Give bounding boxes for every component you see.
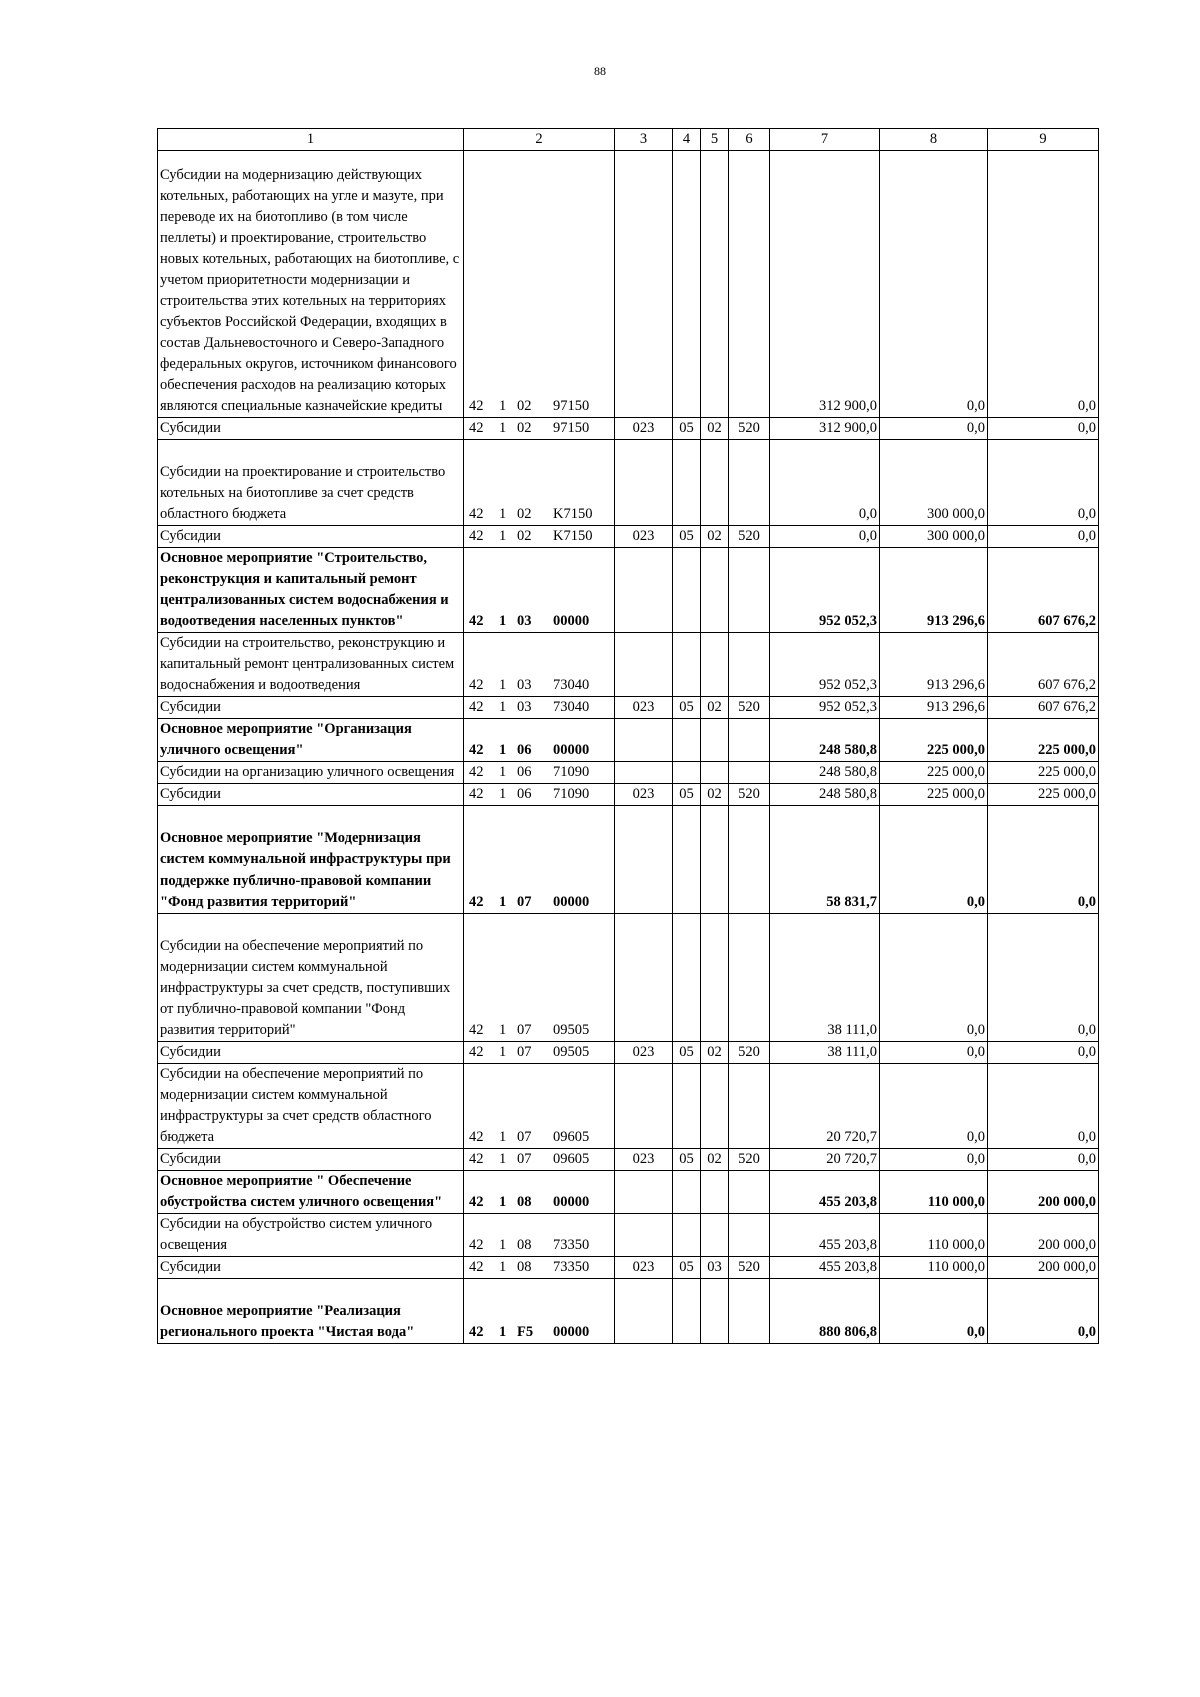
- column-header: 9: [988, 129, 1099, 151]
- amount-col9: 0,0: [988, 1063, 1099, 1148]
- amount-col9: 225 000,0: [988, 719, 1099, 762]
- code-part: 42: [469, 1193, 484, 1210]
- column-header: 6: [729, 129, 770, 151]
- department-code: [615, 151, 673, 418]
- classification-code: [464, 526, 615, 548]
- subsection-code: [701, 1278, 729, 1343]
- code-part: 42: [469, 1043, 484, 1060]
- department-code: 023: [615, 1041, 673, 1063]
- subsection-code: 02: [701, 697, 729, 719]
- code-part: 00000: [553, 1323, 590, 1340]
- classification-code: [464, 1148, 615, 1170]
- expense-type-code: [729, 806, 770, 913]
- amount-col9: 607 676,2: [988, 697, 1099, 719]
- amount-col8: 110 000,0: [880, 1256, 988, 1278]
- code-part: 73350: [553, 1236, 590, 1253]
- code-part: 73040: [553, 699, 590, 716]
- department-code: [615, 1213, 673, 1256]
- amount-col9: 0,0: [988, 526, 1099, 548]
- expense-type-code: [729, 440, 770, 526]
- column-header: 8: [880, 129, 988, 151]
- amount-col7: 0,0: [770, 440, 880, 526]
- classification-code: [464, 784, 615, 806]
- code-part: 1: [499, 420, 507, 437]
- code-part: 1: [499, 1150, 507, 1167]
- expense-type-code: 520: [729, 418, 770, 440]
- amount-col8: 300 000,0: [880, 526, 988, 548]
- amount-col9: 0,0: [988, 440, 1099, 526]
- table-row: [158, 633, 1099, 697]
- expense-type-code: 520: [729, 784, 770, 806]
- classification-code: [464, 1278, 615, 1343]
- code-part: 1: [499, 699, 507, 716]
- section-code: 05: [673, 526, 701, 548]
- code-part: 08: [517, 1236, 532, 1253]
- table-row: [158, 151, 1099, 418]
- department-code: [615, 719, 673, 762]
- classification-code: [464, 719, 615, 762]
- amount-col7: 248 580,8: [770, 784, 880, 806]
- code-part: 03: [517, 613, 532, 630]
- table-row: [158, 1170, 1099, 1213]
- department-code: [615, 633, 673, 697]
- amount-col8: 0,0: [880, 1148, 988, 1170]
- code-part: 07: [517, 1150, 532, 1167]
- amount-col8: 913 296,6: [880, 697, 988, 719]
- activity-name: Основное мероприятие "Организация уличного освещения": [158, 719, 464, 762]
- code-part: 02: [517, 528, 532, 545]
- table-row: [158, 719, 1099, 762]
- table-row: [158, 548, 1099, 633]
- code-part: 09505: [553, 1043, 590, 1060]
- activity-name: Основное мероприятие " Обеспечение обустройства систем уличного освещения": [158, 1170, 464, 1213]
- classification-code: [464, 762, 615, 784]
- amount-col8: 0,0: [880, 806, 988, 913]
- classification-code: [464, 633, 615, 697]
- classification-code: [464, 548, 615, 633]
- department-code: [615, 440, 673, 526]
- expense-type-code: [729, 633, 770, 697]
- amount-col8: 913 296,6: [880, 633, 988, 697]
- code-part: 42: [469, 506, 484, 523]
- code-part: 1: [499, 1128, 507, 1145]
- item-name: Субсидии на обеспечение мероприятий по модернизации систем коммунальной инфраструктуры за счет средств, поступивших от публично-правовой компании "Фонд развития территорий": [158, 913, 464, 1041]
- amount-col8: 0,0: [880, 418, 988, 440]
- section-code: 05: [673, 1041, 701, 1063]
- amount-col9: 225 000,0: [988, 762, 1099, 784]
- amount-col7: 312 900,0: [770, 151, 880, 418]
- table-row: [158, 1041, 1099, 1063]
- column-header: 4: [673, 129, 701, 151]
- amount-col9: 200 000,0: [988, 1256, 1099, 1278]
- expense-type-code: 520: [729, 697, 770, 719]
- activity-name: Основное мероприятие "Реализация регионального проекта "Чистая вода": [158, 1278, 464, 1343]
- table-row: [158, 1278, 1099, 1343]
- item-name: Субсидии: [158, 526, 464, 548]
- subsection-code: 02: [701, 1148, 729, 1170]
- table-row: [158, 1256, 1099, 1278]
- amount-col7: 38 111,0: [770, 913, 880, 1041]
- amount-col7: 455 203,8: [770, 1256, 880, 1278]
- item-name: Субсидии: [158, 1148, 464, 1170]
- item-name: Субсидии: [158, 697, 464, 719]
- amount-col8: 0,0: [880, 913, 988, 1041]
- amount-col7: 880 806,8: [770, 1278, 880, 1343]
- item-name: Субсидии: [158, 1041, 464, 1063]
- amount-col7: 20 720,7: [770, 1063, 880, 1148]
- section-code: [673, 719, 701, 762]
- code-part: 09605: [553, 1128, 590, 1145]
- section-code: [673, 151, 701, 418]
- amount-col8: 225 000,0: [880, 719, 988, 762]
- amount-col7: 312 900,0: [770, 418, 880, 440]
- amount-col8: 0,0: [880, 151, 988, 418]
- code-part: 09605: [553, 1150, 590, 1167]
- code-part: 02: [517, 420, 532, 437]
- item-name: Субсидии на строительство, реконструкцию и капитальный ремонт централизованных систем водоснабжения и водоотведения: [158, 633, 464, 697]
- classification-code: [464, 440, 615, 526]
- amount-col7: 248 580,8: [770, 719, 880, 762]
- amount-col8: 0,0: [880, 1063, 988, 1148]
- amount-col9: 0,0: [988, 1041, 1099, 1063]
- item-name: Субсидии: [158, 1256, 464, 1278]
- code-part: 1: [499, 893, 507, 910]
- expense-type-code: 520: [729, 1256, 770, 1278]
- subsection-code: 02: [701, 418, 729, 440]
- expense-type-code: 520: [729, 1041, 770, 1063]
- code-part: 02: [517, 398, 532, 415]
- section-code: [673, 1278, 701, 1343]
- column-header-row: [158, 129, 1099, 151]
- code-part: 42: [469, 677, 484, 694]
- table-row: [158, 697, 1099, 719]
- table-row: [158, 418, 1099, 440]
- section-code: 05: [673, 1148, 701, 1170]
- section-code: [673, 806, 701, 913]
- amount-col7: 20 720,7: [770, 1148, 880, 1170]
- code-part: 1: [499, 1236, 507, 1253]
- amount-col9: 0,0: [988, 1278, 1099, 1343]
- expense-type-code: [729, 151, 770, 418]
- classification-code: [464, 1041, 615, 1063]
- code-part: 06: [517, 786, 532, 803]
- code-part: 42: [469, 1021, 484, 1038]
- code-part: 42: [469, 398, 484, 415]
- expense-type-code: 520: [729, 526, 770, 548]
- subsection-code: [701, 151, 729, 418]
- classification-code: [464, 151, 615, 418]
- table-row: [158, 913, 1099, 1041]
- code-part: 42: [469, 893, 484, 910]
- code-part: 07: [517, 1021, 532, 1038]
- code-part: 42: [469, 1236, 484, 1253]
- expense-type-code: [729, 1063, 770, 1148]
- code-part: 08: [517, 1258, 532, 1275]
- code-part: 1: [499, 786, 507, 803]
- subsection-code: [701, 913, 729, 1041]
- amount-col9: 200 000,0: [988, 1213, 1099, 1256]
- page-number: 88: [594, 64, 606, 78]
- code-part: 1: [499, 677, 507, 694]
- code-part: 06: [517, 764, 532, 781]
- code-part: 00000: [553, 742, 590, 759]
- subsection-code: 02: [701, 1041, 729, 1063]
- amount-col8: 110 000,0: [880, 1170, 988, 1213]
- subsection-code: [701, 440, 729, 526]
- item-name: Субсидии на модернизацию действующих котельных, работающих на угле и мазуте, при переводе их на биотопливо (в том числе пеллеты) и проектирование, строительство новых котельных, работающих на биотопливе, с учетом приоритетности модернизации и строительства этих котельных на территориях субъектов Российской Федерации, входящих в состав Дальневосточного и Северо-Западного федеральных округов, источником финансового обеспечения расходов на реализацию которых являются специальные казначейские кредиты: [158, 151, 464, 418]
- section-code: [673, 440, 701, 526]
- code-part: F5: [517, 1323, 534, 1340]
- subsection-code: 03: [701, 1256, 729, 1278]
- classification-code: [464, 1170, 615, 1213]
- code-part: 07: [517, 1043, 532, 1060]
- subsection-code: [701, 1063, 729, 1148]
- column-header: 7: [770, 129, 880, 151]
- expense-type-code: 520: [729, 1148, 770, 1170]
- amount-col9: 607 676,2: [988, 548, 1099, 633]
- code-part: 97150: [553, 398, 590, 415]
- section-code: [673, 1063, 701, 1148]
- table-row: [158, 1148, 1099, 1170]
- amount-col8: 913 296,6: [880, 548, 988, 633]
- department-code: [615, 1170, 673, 1213]
- code-part: 42: [469, 1150, 484, 1167]
- section-code: [673, 633, 701, 697]
- item-name: Субсидии: [158, 418, 464, 440]
- code-part: 1: [499, 764, 507, 781]
- expense-type-code: [729, 913, 770, 1041]
- amount-col9: 0,0: [988, 806, 1099, 913]
- table-row: [158, 440, 1099, 526]
- classification-code: [464, 1213, 615, 1256]
- amount-col8: 225 000,0: [880, 762, 988, 784]
- amount-col7: 0,0: [770, 526, 880, 548]
- subsection-code: 02: [701, 526, 729, 548]
- code-part: 09505: [553, 1021, 590, 1038]
- expense-type-code: [729, 762, 770, 784]
- subsection-code: [701, 719, 729, 762]
- code-part: 97150: [553, 420, 590, 437]
- department-code: [615, 1278, 673, 1343]
- section-code: [673, 762, 701, 784]
- code-part: 07: [517, 893, 532, 910]
- classification-code: [464, 697, 615, 719]
- amount-col7: 952 052,3: [770, 697, 880, 719]
- department-code: [615, 1063, 673, 1148]
- amount-col9: 0,0: [988, 418, 1099, 440]
- code-part: 42: [469, 420, 484, 437]
- code-part: 1: [499, 1021, 507, 1038]
- code-part: 07: [517, 1128, 532, 1145]
- table-row: [158, 526, 1099, 548]
- item-name: Субсидии на проектирование и строительство котельных на биотопливе за счет средств областного бюджета: [158, 440, 464, 526]
- department-code: [615, 548, 673, 633]
- subsection-code: [701, 1213, 729, 1256]
- section-code: [673, 548, 701, 633]
- table-row: [158, 784, 1099, 806]
- table-row: [158, 806, 1099, 913]
- column-header: 1: [158, 129, 464, 151]
- code-part: 73040: [553, 677, 590, 694]
- expense-type-code: [729, 1278, 770, 1343]
- amount-col8: 0,0: [880, 1041, 988, 1063]
- table-row: [158, 1213, 1099, 1256]
- activity-name: Основное мероприятие "Строительство, реконструкция и капитальный ремонт централизованных систем водоснабжения и водоотведения населенных пунктов": [158, 548, 464, 633]
- table-body: [158, 151, 1099, 1344]
- code-part: 02: [517, 506, 532, 523]
- subsection-code: [701, 633, 729, 697]
- amount-col8: 110 000,0: [880, 1213, 988, 1256]
- section-code: 05: [673, 784, 701, 806]
- code-part: 42: [469, 742, 484, 759]
- amount-col9: 607 676,2: [988, 633, 1099, 697]
- code-part: 42: [469, 764, 484, 781]
- section-code: 05: [673, 418, 701, 440]
- classification-code: [464, 1256, 615, 1278]
- table-row: [158, 762, 1099, 784]
- column-header: 5: [701, 129, 729, 151]
- subsection-code: [701, 762, 729, 784]
- department-code: [615, 913, 673, 1041]
- code-part: 03: [517, 677, 532, 694]
- amount-col7: 455 203,8: [770, 1170, 880, 1213]
- code-part: K7150: [553, 506, 593, 523]
- amount-col9: 200 000,0: [988, 1170, 1099, 1213]
- table-row: [158, 1063, 1099, 1148]
- amount-col7: 58 831,7: [770, 806, 880, 913]
- code-part: 42: [469, 1128, 484, 1145]
- classification-code: [464, 806, 615, 913]
- amount-col7: 38 111,0: [770, 1041, 880, 1063]
- section-code: [673, 1170, 701, 1213]
- subsection-code: [701, 1170, 729, 1213]
- expense-type-code: [729, 719, 770, 762]
- code-part: 1: [499, 528, 507, 545]
- amount-col7: 248 580,8: [770, 762, 880, 784]
- code-part: 08: [517, 1193, 532, 1210]
- code-part: 00000: [553, 893, 590, 910]
- classification-code: [464, 418, 615, 440]
- subsection-code: [701, 548, 729, 633]
- section-code: 05: [673, 697, 701, 719]
- department-code: 023: [615, 418, 673, 440]
- code-part: 71090: [553, 786, 590, 803]
- item-name: Субсидии на обустройство систем уличного освещения: [158, 1213, 464, 1256]
- code-part: 06: [517, 742, 532, 759]
- amount-col9: 0,0: [988, 1148, 1099, 1170]
- amount-col8: 0,0: [880, 1278, 988, 1343]
- section-code: [673, 1213, 701, 1256]
- classification-code: [464, 1063, 615, 1148]
- code-part: K7150: [553, 528, 593, 545]
- amount-col8: 300 000,0: [880, 440, 988, 526]
- department-code: 023: [615, 526, 673, 548]
- amount-col9: 225 000,0: [988, 784, 1099, 806]
- code-part: 00000: [553, 613, 590, 630]
- item-name: Субсидии: [158, 784, 464, 806]
- expense-type-code: [729, 1213, 770, 1256]
- code-part: 1: [499, 1323, 507, 1340]
- code-part: 1: [499, 1193, 507, 1210]
- code-part: 42: [469, 1323, 484, 1340]
- amount-col7: 455 203,8: [770, 1213, 880, 1256]
- department-code: 023: [615, 1148, 673, 1170]
- expense-type-code: [729, 1170, 770, 1213]
- amount-col7: 952 052,3: [770, 633, 880, 697]
- amount-col9: 0,0: [988, 913, 1099, 1041]
- amount-col9: 0,0: [988, 151, 1099, 418]
- amount-col7: 952 052,3: [770, 548, 880, 633]
- item-name: Субсидии на организацию уличного освещения: [158, 762, 464, 784]
- section-code: [673, 913, 701, 1041]
- activity-name: Основное мероприятие "Модернизация систем коммунальной инфраструктуры при поддержке публично-правовой компании "Фонд развития территорий": [158, 806, 464, 913]
- department-code: 023: [615, 1256, 673, 1278]
- department-code: [615, 762, 673, 784]
- code-part: 42: [469, 699, 484, 716]
- budget-table: [157, 128, 1099, 1344]
- subsection-code: 02: [701, 784, 729, 806]
- classification-code: [464, 913, 615, 1041]
- code-part: 42: [469, 1258, 484, 1275]
- code-part: 1: [499, 506, 507, 523]
- expense-type-code: [729, 548, 770, 633]
- code-part: 03: [517, 699, 532, 716]
- code-part: 1: [499, 398, 507, 415]
- code-part: 1: [499, 1258, 507, 1275]
- code-part: 1: [499, 1043, 507, 1060]
- column-header: 3: [615, 129, 673, 151]
- department-code: 023: [615, 784, 673, 806]
- code-part: 71090: [553, 764, 590, 781]
- code-part: 42: [469, 528, 484, 545]
- subsection-code: [701, 806, 729, 913]
- section-code: 05: [673, 1256, 701, 1278]
- item-name: Субсидии на обеспечение мероприятий по модернизации систем коммунальной инфраструктуры за счет средств областного бюджета: [158, 1063, 464, 1148]
- department-code: [615, 806, 673, 913]
- code-part: 1: [499, 742, 507, 759]
- department-code: 023: [615, 697, 673, 719]
- code-part: 42: [469, 786, 484, 803]
- amount-col8: 225 000,0: [880, 784, 988, 806]
- column-header: 2: [464, 129, 615, 151]
- code-part: 00000: [553, 1193, 590, 1210]
- code-part: 42: [469, 613, 484, 630]
- code-part: 73350: [553, 1258, 590, 1275]
- code-part: 1: [499, 613, 507, 630]
